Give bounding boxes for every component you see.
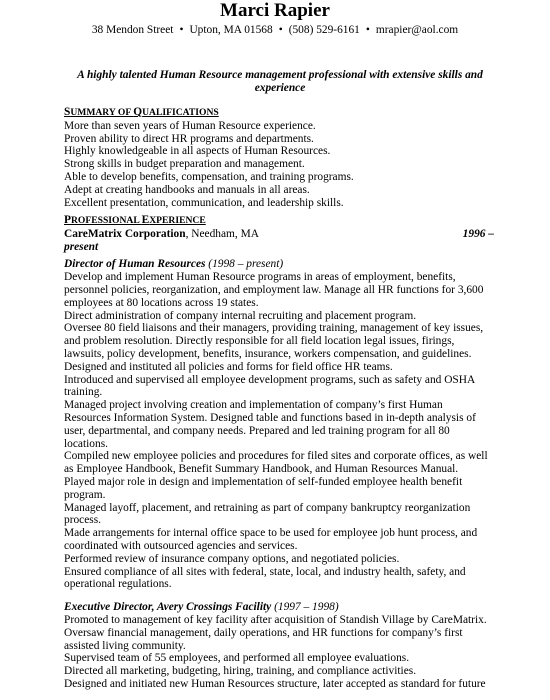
role-line: training. [64,386,103,399]
role-line: program. [64,488,106,501]
summary-section [64,106,494,209]
qualification-item: Proven ability to direct HR programs and departments. [64,132,314,145]
summary-heading: SUMMARY OF QUALIFICATIONS [64,106,219,118]
role-line: Oversaw financial management, daily operations, and HR functions for company’s first [64,626,463,639]
contact-line [0,23,550,37]
company-dates-start: 1996 – [462,227,494,240]
role-line: Managed layoff, placement, and retraining as part of company bankruptcy reorganization [64,501,471,514]
role-line: operational regulations. [64,578,172,591]
role-line: lawsuits, policy development, benefits, insurance, workers compensation, and guidelines. [64,347,472,360]
qualification-item: Strong skills in budget preparation and management. [64,158,305,171]
resume-name: Marci Rapier [220,0,330,21]
separator-bullet: • [179,24,184,36]
city-state-zip: Upton, MA 01568 [189,24,273,36]
role-title-row [64,601,494,614]
role-line: Resources Information System. Designed table and functions based in in-depth analysis of [64,411,476,424]
experience-section [64,214,494,691]
role-title: Director of Human Resources [64,258,206,271]
role-title-row [64,258,494,271]
role-line: and problem resolution. Directly responsible for all field location legal issues, firings, [64,335,455,348]
role-line: user, departmental, and company needs. Prepared and led training program for all 80 [64,424,450,437]
role-title: Executive Director, Avery Crossings Facility [64,601,272,614]
qualification-item: Able to develop benefits, compensation, and training programs. [64,170,354,183]
role-line: Played major role in design and implementation of self-funded employee health benefit [64,475,463,488]
qualification-item: Adept at creating handbooks and manuals in all areas. [64,183,310,196]
role-line: personnel policies, reorganization, and employment law. Manage all HR functions for 3,600 [64,283,484,296]
role-line: Oversee 80 field liaisons and their managers, providing training, management of key issues, [64,322,484,335]
role-line: Supervised team of 55 employees, and performed all employee evaluations. [64,652,410,665]
role-line: process. [64,514,102,527]
separator-bullet: • [278,24,283,36]
role-line: locations. [64,437,108,450]
role-line: Promoted to management of key facility after acquisition of Standish Village by CareMatrix. [64,613,487,626]
experience-heading: PROFESSIONAL EXPERIENCE [64,214,206,226]
company-dates-end: present [64,240,99,253]
role-line: Develop and implement Human Resource programs in areas of employment, benefits, [64,271,456,284]
company-name: CareMatrix Corporation [64,227,186,240]
role-line: Introduced and supervised all employee development programs, such as safety and OSHA [64,373,476,386]
role-line: Direct administration of company internal recruiting and placement program. [64,309,417,322]
separator-bullet: • [365,24,370,36]
phone-number: (508) 529-6161 [288,24,360,36]
role-line: employees at 80 locations across 19 states. [64,296,259,309]
role-line: assisted living community. [64,639,186,652]
role-line: Directed all marketing, budgeting, hiring, training, and compliance activities. [64,665,417,678]
role-line: Managed project involving creation and implementation of company’s first Human [64,399,443,412]
role-line: Performed review of insurance company options, and negotiated policies. [64,552,400,565]
street-address: 38 Mendon Street [91,24,174,36]
tagline: A highly talented Human Resource management professional with extensive skills and experience [77,69,483,94]
role-dates: (1997 – 1998) [271,601,339,614]
company-location: , Needham, MA [185,227,259,240]
role-line: Designed and initiated new Human Resources structure, later accepted as standard for future [64,677,486,690]
role-line: Ensured compliance of all sites with federal, state, local, and industry health, safety, and [64,565,466,578]
role-dates: (1998 – present) [205,258,284,271]
role-line: as Employee Handbook, Benefit Summary Handbook, and Human Resources Manual. [64,463,459,476]
role-line: Designed and instituted all policies and forms for field office HR teams. [64,360,393,373]
role-line: Compiled new employee policies and procedures for filed sites and corporate offices, as well [64,450,488,463]
qualification-item: Excellent presentation, communication, and leadership skills. [64,196,344,209]
qualification-item: Highly knowledgeable in all aspects of Human Resources. [64,145,331,158]
company-row [64,228,494,241]
role-line: Made arrangements for internal office space to be used for employee job hunt process, and [64,527,478,540]
qualification-item: More than seven years of Human Resource experience. [64,119,316,132]
email-address: mrapier@aol.com [375,24,459,36]
role-line: coordinated with outsourced agencies and services. [64,539,298,552]
